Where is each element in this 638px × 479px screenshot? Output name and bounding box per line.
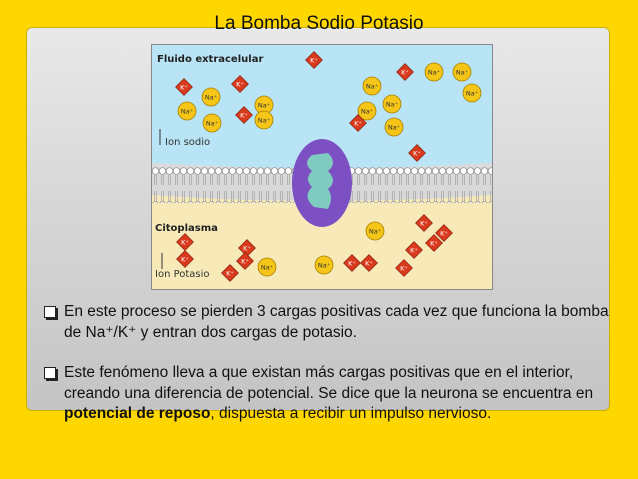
checkbox-bullet-icon — [44, 306, 56, 318]
potassium-ion-text: K⁺ — [243, 244, 251, 253]
checkbox-bullet-icon — [44, 367, 56, 379]
potassium-ion-text: K⁺ — [236, 80, 244, 89]
sodium-ion-text: Na⁺ — [257, 101, 271, 110]
bullet-list — [42, 302, 612, 445]
cytoplasm-label: Citoplasma — [155, 223, 218, 234]
sodium-ion-text: Na⁺ — [204, 93, 218, 102]
potassium-ion-text: K⁺ — [181, 255, 189, 264]
bullet-text-before: Este fenómeno lleva a que existan más cargas positivas que en el interior, creando una diferencia de potencial. Se dice que la neurona se encuentra en — [64, 364, 594, 402]
potassium-ion-text: K⁺ — [410, 246, 418, 255]
sodium-ion-text: Na⁺ — [385, 100, 399, 109]
sodium-ion-text: Na⁺ — [317, 261, 331, 270]
sodium-ion-text: Na⁺ — [260, 263, 274, 272]
sodium-ion-text: Na⁺ — [360, 107, 374, 116]
pump-diagram — [152, 45, 492, 289]
sodium-ion-label: Ion sodio — [165, 137, 211, 148]
sodium-ion-text: Na⁺ — [427, 68, 441, 77]
potassium-ion-text: K⁺ — [420, 219, 428, 228]
potassium-ion-text: K⁺ — [348, 259, 356, 268]
potassium-ion-text: K⁺ — [400, 264, 408, 273]
bullet-item-charges — [42, 302, 612, 343]
potassium-ion-text: K⁺ — [240, 111, 248, 120]
potassium-ion-text: K⁺ — [310, 56, 318, 65]
sodium-ion-text: Na⁺ — [387, 123, 401, 132]
sodium-ion-text: Na⁺ — [257, 116, 271, 125]
pump-channel — [307, 153, 333, 209]
bullet-text-bold: potencial de reposo — [64, 405, 211, 422]
bullet-text: En este proceso se pierden 3 cargas positivas cada vez que funciona la bomba de Na⁺/K⁺ y entran dos cargas de potasio. — [64, 303, 609, 341]
potassium-ion-text: K⁺ — [430, 239, 438, 248]
extracellular-label: Fluido extracelular — [157, 54, 264, 65]
sodium-ion-text: Na⁺ — [205, 119, 219, 128]
potassium-ion-text: K⁺ — [413, 149, 421, 158]
sodium-potassium-pump-figure — [151, 44, 493, 290]
potassium-ion-text: K⁺ — [180, 83, 188, 92]
sodium-ion-text: Na⁺ — [465, 89, 479, 98]
potassium-ion-text: K⁺ — [440, 229, 448, 238]
sodium-ion-text: Na⁺ — [365, 82, 379, 91]
sodium-ion-text: Na⁺ — [368, 227, 382, 236]
slide-title: La Bomba Sodio Potasio — [214, 13, 424, 34]
potassium-ion-text: K⁺ — [365, 259, 373, 268]
potassium-ion-label: Ion Potasio — [155, 269, 210, 280]
potassium-ion-text: K⁺ — [226, 269, 234, 278]
potassium-ion-text: K⁺ — [181, 238, 189, 247]
potassium-ion-text: K⁺ — [354, 119, 362, 128]
potassium-ion-text: K⁺ — [401, 68, 409, 77]
bullet-text-after: , dispuesta a recibir un impulso nervioso. — [210, 405, 492, 422]
sodium-ion-text: Na⁺ — [455, 68, 469, 77]
sodium-ion-text: Na⁺ — [180, 107, 194, 116]
bullet-item-resting-potential — [42, 363, 612, 425]
potassium-ion-text: K⁺ — [241, 257, 249, 266]
